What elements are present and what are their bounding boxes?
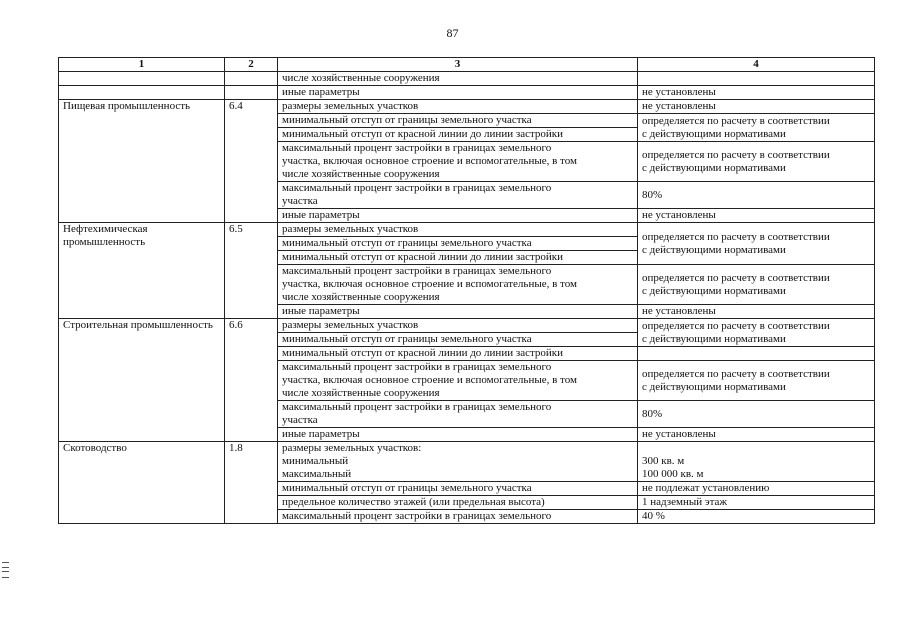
cell-line: минимальный отступ от красной линии до линии застройки (282, 128, 564, 140)
cell-line: предельное количество этажей (или предельная высота) (282, 496, 545, 508)
cell-line: минимальный отступ от красной линии до линии застройки (282, 347, 564, 359)
parameter-name (278, 72, 638, 86)
parameter-value (638, 86, 875, 100)
cell-line: участка, включая основное строение и вспомогательные, в том (282, 155, 577, 167)
parameter-value (638, 223, 875, 265)
cell-line: минимальный (282, 455, 349, 467)
cell-line: определяется по расчету в соответствии (642, 230, 830, 243)
cell-line: с действующими нормативами (642, 380, 786, 393)
table-row (59, 223, 875, 237)
cell-line (642, 72, 870, 85)
parameter-value (638, 482, 875, 496)
cell-line: максимальный (282, 468, 352, 480)
cell-line: участка, включая основное строение и вспомогательные, в том (282, 278, 577, 290)
cell-line: участка (282, 414, 318, 426)
cell-line: с действующими нормативами (642, 127, 786, 140)
cell-line: минимальный отступ от границы земельного участка (282, 237, 532, 249)
activity-code: 6.6 (225, 319, 278, 442)
parameter-name (278, 142, 638, 182)
cell-line: минимальный отступ от границы земельного участка (282, 114, 532, 126)
activity-code: 1.8 (225, 442, 278, 524)
parameter-value (638, 100, 875, 114)
parameter-name (278, 428, 638, 442)
table-header-row (59, 58, 875, 72)
parameter-value (638, 361, 875, 401)
cell-line: числе хозяйственные сооружения (282, 291, 440, 303)
activity-name: Нефтехимическая промышленность (59, 223, 225, 319)
parameter-name (278, 265, 638, 305)
cell-line: с действующими нормативами (642, 161, 786, 174)
parameter-value (638, 428, 875, 442)
activity-code (225, 72, 278, 86)
cell-line: не установлены (642, 86, 716, 98)
cell-line: определяется по расчету в соответствии (642, 271, 830, 284)
table-body (59, 72, 875, 524)
cell-line: максимальный процент застройки в границах земельного (282, 142, 552, 154)
parameter-name (278, 114, 638, 128)
cell-line: максимальный процент застройки в границах земельного (282, 510, 552, 522)
cell-line (642, 347, 870, 360)
activity-code: 6.4 (225, 100, 278, 223)
parameter-name (278, 401, 638, 428)
cell-line: минимальный отступ от границы земельного участка (282, 333, 532, 345)
cell-line: числе хозяйственные сооружения (282, 387, 440, 399)
parameter-name (278, 482, 638, 496)
parameter-name (278, 333, 638, 347)
column-header: 4 (638, 58, 875, 72)
parameter-value (638, 442, 875, 482)
cell-line: размеры земельных участков (282, 319, 419, 331)
cell-line: иные параметры (282, 305, 360, 317)
column-header: 2 (225, 58, 278, 72)
cell-line: размеры земельных участков: (282, 442, 422, 454)
cell-line: максимальный процент застройки в границах земельного (282, 361, 552, 373)
cell-line: 300 кв. м (642, 455, 685, 467)
cell-line: 80% (642, 407, 663, 420)
parameter-name (278, 347, 638, 361)
cell-line: иные параметры (282, 209, 360, 221)
cell-line: определяется по расчету в соответствии (642, 148, 830, 161)
parameters-table (58, 57, 875, 524)
activity-name (59, 86, 225, 100)
parameter-name (278, 182, 638, 209)
cell-line: не установлены (642, 428, 716, 440)
parameter-name (278, 319, 638, 333)
cell-line: определяется по расчету в соответствии (642, 319, 830, 332)
parameter-name (278, 86, 638, 100)
parameter-name (278, 510, 638, 524)
column-header: 1 (59, 58, 225, 72)
cell-line: минимальный отступ от красной линии до линии застройки (282, 251, 564, 263)
cell-line: с действующими нормативами (642, 284, 786, 297)
activity-name (59, 72, 225, 86)
cell-line: размеры земельных участков (282, 223, 419, 235)
parameter-name (278, 237, 638, 251)
parameter-value (638, 142, 875, 182)
parameter-value (638, 401, 875, 428)
parameter-name (278, 496, 638, 510)
page-number: 87 (446, 26, 459, 40)
table-row (59, 442, 875, 482)
cell-line: числе хозяйственные сооружения (282, 72, 440, 84)
activity-name: Скотоводство (59, 442, 225, 524)
cell-line: участка (282, 195, 318, 207)
parameter-name (278, 223, 638, 237)
cell-line: размеры земельных участков (282, 100, 419, 112)
cell-line: минимальный отступ от границы земельного участка (282, 482, 532, 494)
cell-line: иные параметры (282, 86, 360, 98)
parameter-value (638, 305, 875, 319)
parameter-value (638, 72, 875, 86)
cell-line: иные параметры (282, 428, 360, 440)
parameter-value (638, 347, 875, 361)
parameter-name (278, 100, 638, 114)
cell-line: 100 000 кв. м (642, 468, 704, 480)
column-header: 3 (278, 58, 638, 72)
cell-line: 1 надземный этаж (642, 496, 727, 508)
table-row (59, 86, 875, 100)
cell-line: определяется по расчету в соответствии (642, 367, 830, 380)
parameter-value (638, 114, 875, 142)
parameter-value (638, 319, 875, 347)
table-row (59, 72, 875, 86)
cell-line: не установлены (642, 100, 716, 112)
parameter-name (278, 442, 638, 482)
cell-line: не установлены (642, 209, 716, 221)
cell-line: с действующими нормативами (642, 332, 786, 345)
cell-line: участка, включая основное строение и вспомогательные, в том (282, 374, 577, 386)
table-row (59, 319, 875, 333)
cell-line: максимальный процент застройки в границах земельного (282, 265, 552, 277)
cell-line: определяется по расчету в соответствии (642, 114, 830, 127)
cell-line: максимальный процент застройки в границах земельного (282, 401, 552, 413)
activity-name: Строительная промышленность (59, 319, 225, 442)
parameter-name (278, 251, 638, 265)
parameter-value (638, 510, 875, 524)
parameter-value (638, 265, 875, 305)
cell-line: не установлены (642, 305, 716, 317)
parameter-name (278, 361, 638, 401)
parameter-value (638, 182, 875, 209)
cell-line: не подлежат установлению (642, 482, 770, 494)
margin-mark (2, 562, 9, 578)
activity-code (225, 86, 278, 100)
parameter-name (278, 128, 638, 142)
cell-line (642, 442, 870, 455)
parameter-name (278, 209, 638, 223)
table-row (59, 100, 875, 114)
cell-line: 40 % (642, 510, 665, 522)
cell-line: 80% (642, 188, 663, 201)
parameter-value (638, 496, 875, 510)
activity-code: 6.5 (225, 223, 278, 319)
parameter-name (278, 305, 638, 319)
cell-line: максимальный процент застройки в границах земельного (282, 182, 552, 194)
parameter-value (638, 209, 875, 223)
activity-name: Пищевая промышленность (59, 100, 225, 223)
cell-line: с действующими нормативами (642, 243, 786, 256)
cell-line: числе хозяйственные сооружения (282, 168, 440, 180)
